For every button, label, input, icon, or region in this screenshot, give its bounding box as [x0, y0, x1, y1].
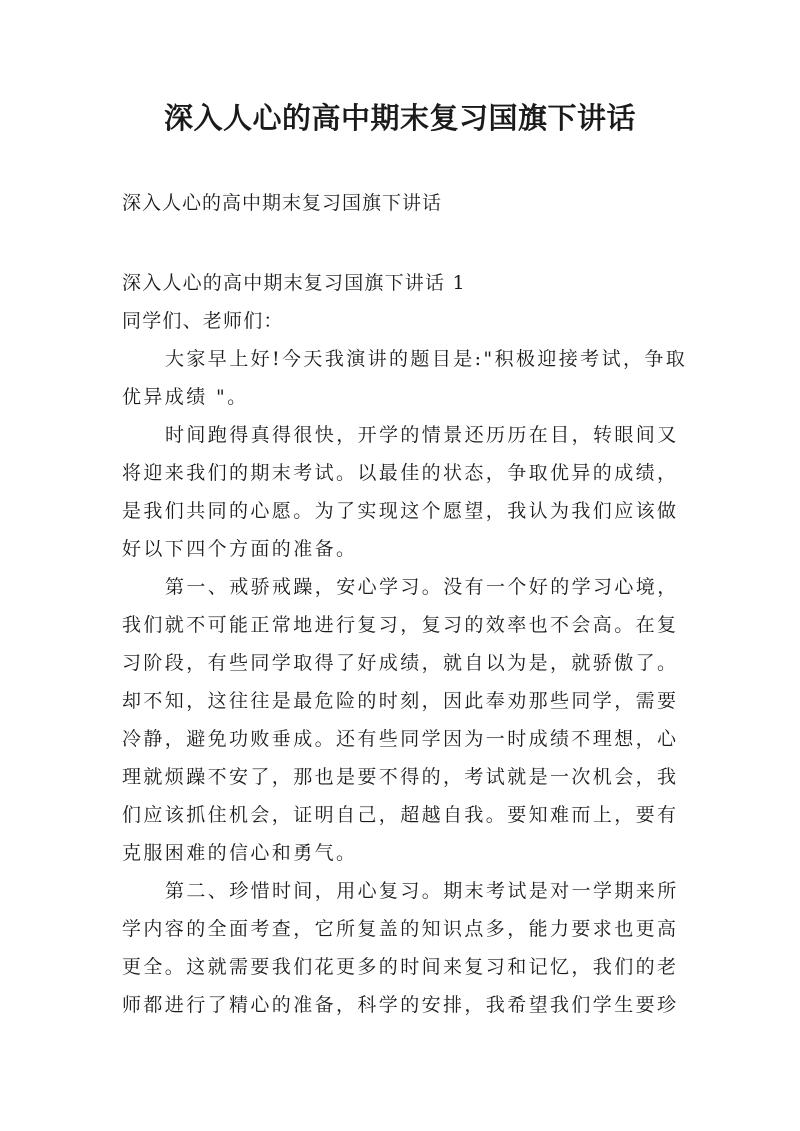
paragraph: 时间跑得真得很快，开学的情景还历历在目，转眼间又将迎来我们的期末考试。以最佳的状态，争取优异的成绩，是我们共同的心愿。为了实现这个愿望，我认为我们应该做好以下四个方面的准备。	[122, 424, 679, 560]
greeting: 同学们、老师们：	[122, 310, 284, 332]
section-heading: 深入人心的高中期末复习国旗下讲话 1	[122, 272, 466, 294]
paragraph: 第二、珍惜时间，用心复习。期末考试是对一学期来所学内容的全面考查，它所复盖的知识点多，能力要求也更高更全。这就需要我们花更多的时间来复习和记忆，我们的老师都进行了精心的准备，科学的安排，我希望我们学生要珍	[122, 880, 679, 1016]
document-body	[122, 264, 688, 1024]
document-subtitle: 深入人心的高中期末复习国旗下讲话	[122, 192, 443, 214]
paragraph: 第一、戒骄戒躁，安心学习。没有一个好的学习心境，我们就不可能正常地进行复习，复习的效率也不会高。在复习阶段，有些同学取得了好成绩，就自以为是，就骄傲了。却不知，这往往是最危险的时刻，因此奉劝那些同学，需要冷静，避免功败垂成。还有些同学因为一时成绩不理想，心理就烦躁不安了，那也是要不得的，考试就是一次机会，我们应该抓住机会，证明自己，超越自我。要知难而上，要有克服困难的信心和勇气。	[122, 576, 679, 864]
paragraph: 大家早上好!今天我演讲的题目是:"积极迎接考试，争取优异成绩 "。	[122, 348, 688, 408]
document-title: 深入人心的高中期末复习国旗下讲话	[163, 101, 636, 135]
